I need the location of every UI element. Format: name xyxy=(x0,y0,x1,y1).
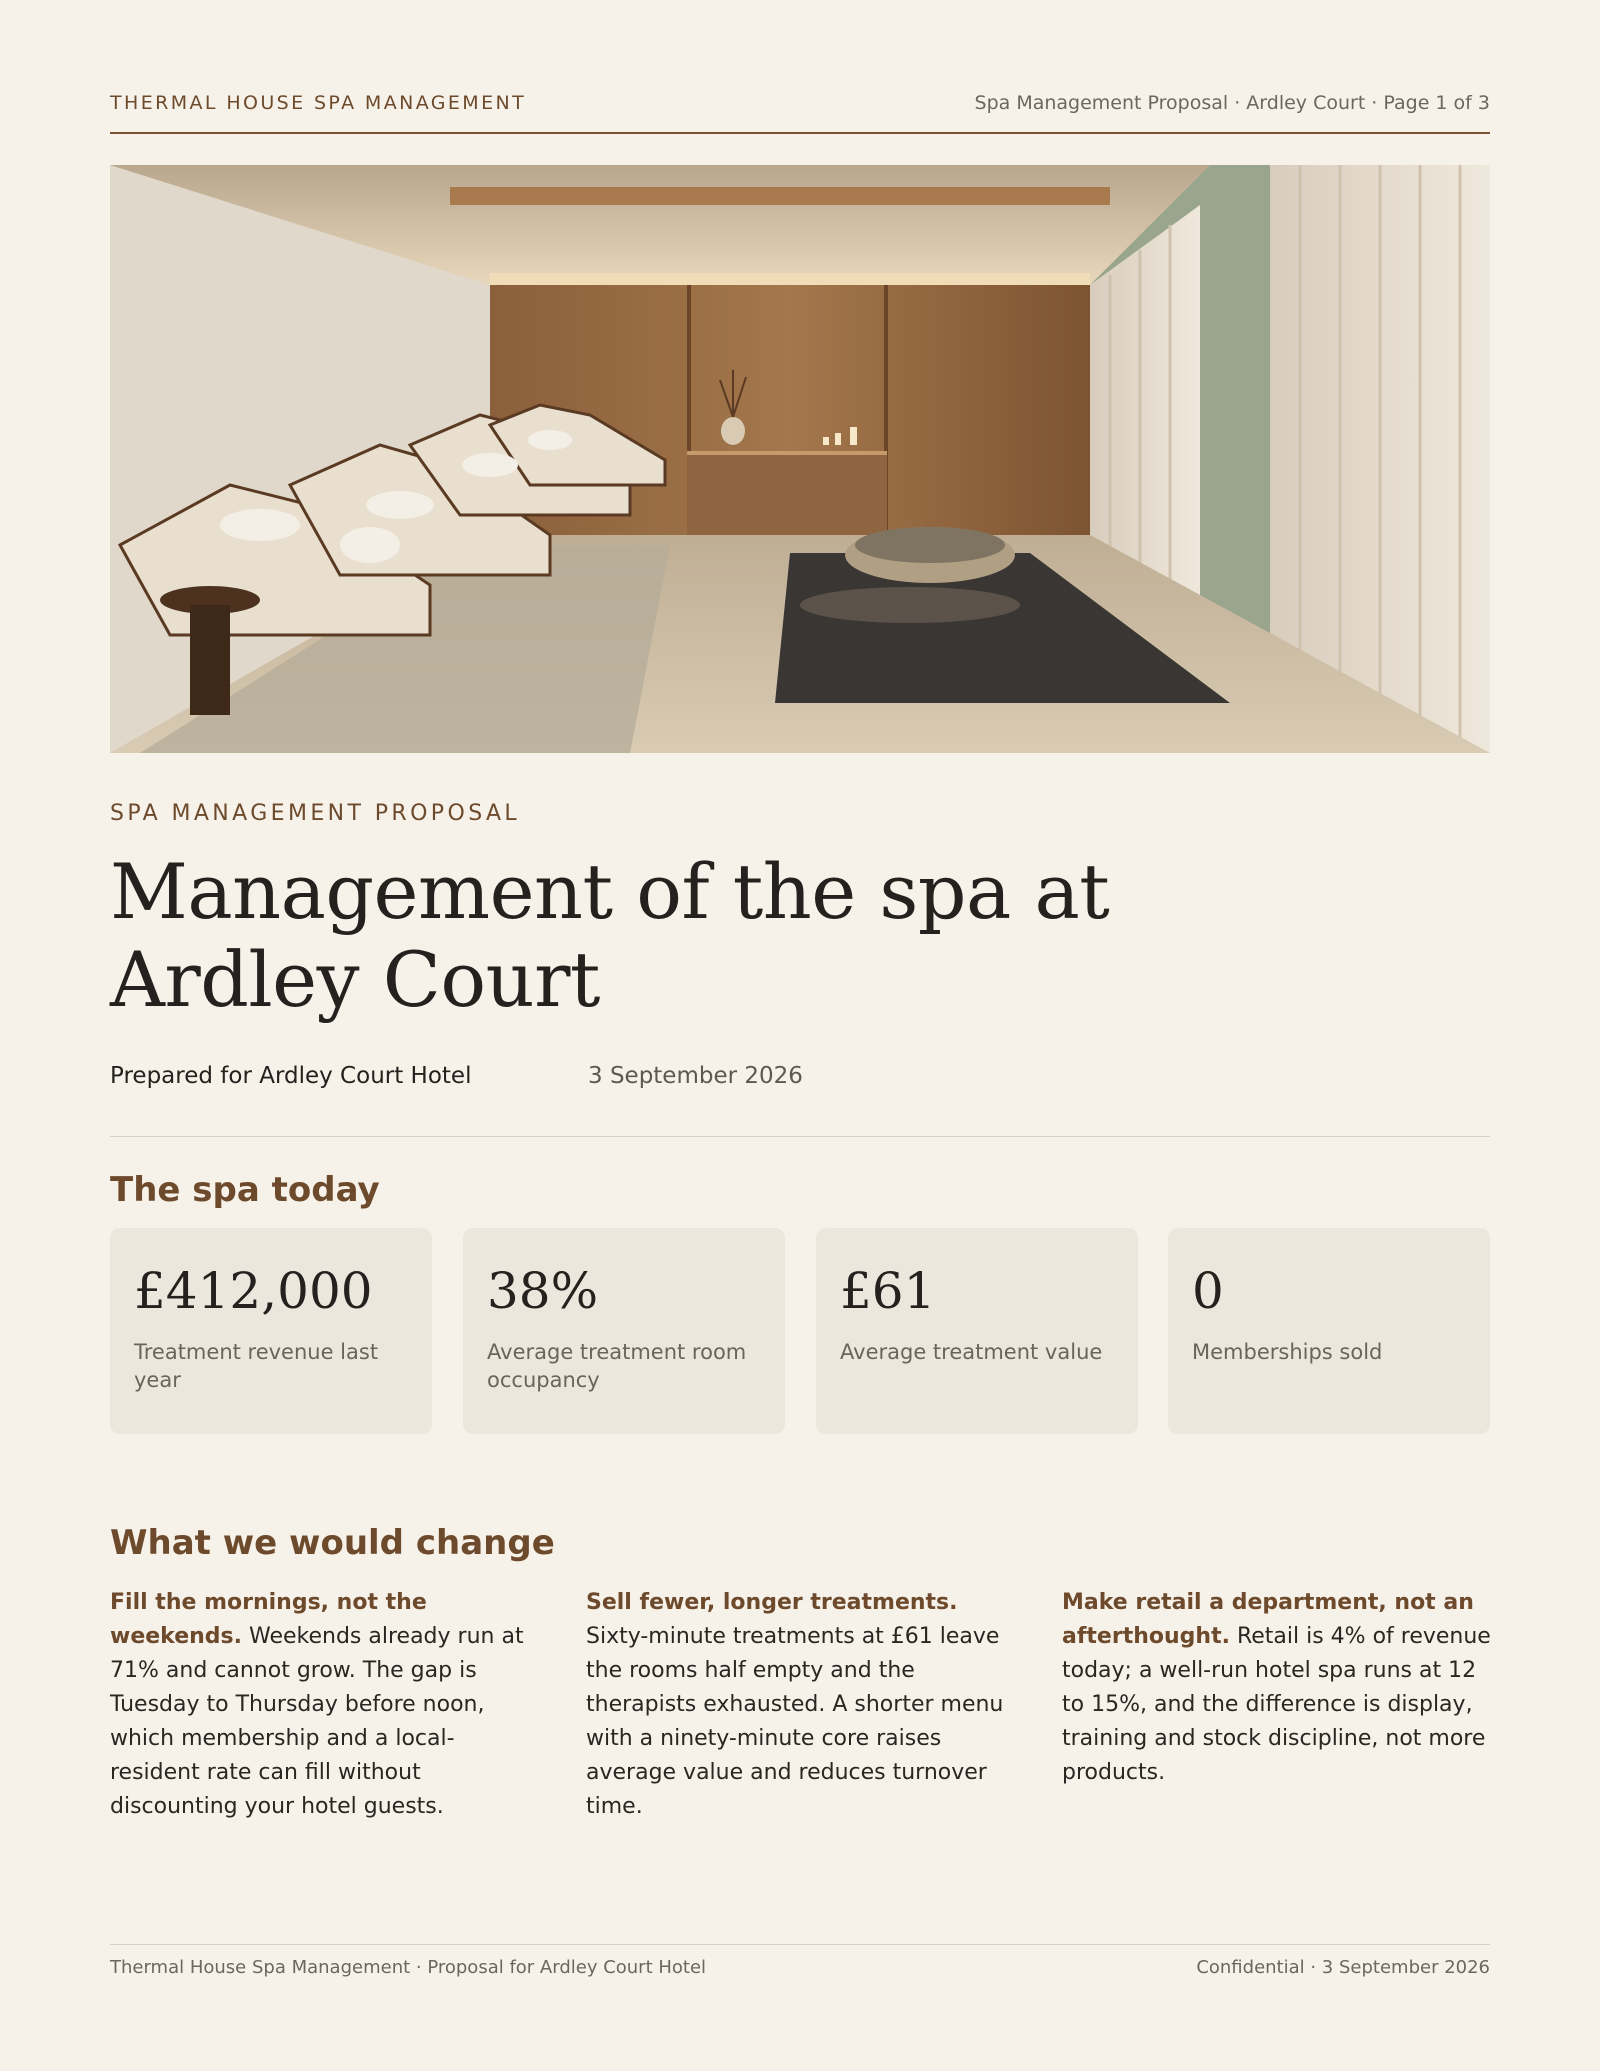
stat-label: Treatment revenue last year xyxy=(134,1340,379,1392)
change-lead: Make retail a department, not an afterthought. xyxy=(1062,1590,1474,1649)
stat-value: 0 xyxy=(1192,1262,1224,1320)
change-item xyxy=(586,1586,1016,1824)
document-date: 3 September 2026 xyxy=(588,1063,803,1089)
change-item xyxy=(110,1586,540,1824)
change-lead: Sell fewer, longer treatments. xyxy=(586,1590,958,1615)
stat-card xyxy=(1168,1228,1490,1434)
document-eyebrow: SPA MANAGEMENT PROPOSAL xyxy=(110,801,521,826)
stat-card xyxy=(463,1228,785,1434)
change-body: Sixty-minute treatments at £61 leave the rooms half empty and the therapists exhausted. A shorter menu with a ninety-minute core raises average value and reduces turnover time. xyxy=(586,1624,1004,1819)
page-footer xyxy=(110,1944,1490,1978)
section-heading-changes: What we would change xyxy=(110,1523,555,1563)
prepared-for: Prepared for Ardley Court Hotel xyxy=(110,1063,472,1089)
section-heading-spa-today: The spa today xyxy=(110,1170,380,1210)
divider xyxy=(110,1136,1490,1137)
stat-value: £61 xyxy=(840,1262,936,1320)
stat-value: 38% xyxy=(487,1262,599,1320)
footer-right: Confidential · 3 September 2026 xyxy=(1196,1957,1490,1978)
stats-grid xyxy=(110,1228,1490,1434)
change-body: Weekends already run at 71% and cannot grow. The gap is Tuesday to Thursday before noon, which membership and a local-resident rate can fill without discounting your hotel guests. xyxy=(110,1624,524,1819)
page-title: Management of the spa at Ardley Court xyxy=(110,847,1110,1024)
change-body: Retail is 4% of revenue today; a well-run hotel spa runs at 12 to 15%, and the difference is display, training and stock discipline, not more products. xyxy=(1062,1624,1491,1785)
stat-card xyxy=(816,1228,1138,1434)
stat-label: Average treatment value xyxy=(840,1340,1103,1364)
stat-value: £412,000 xyxy=(134,1262,373,1320)
stat-card xyxy=(110,1228,432,1434)
footer-left: Thermal House Spa Management · Proposal for Ardley Court Hotel xyxy=(110,1957,707,1978)
company-name: THERMAL HOUSE SPA MANAGEMENT xyxy=(110,92,527,114)
change-item xyxy=(1062,1586,1492,1790)
change-lead: Fill the mornings, not the weekends. xyxy=(110,1590,427,1649)
hero-image xyxy=(110,165,1490,753)
stat-label: Average treatment room occupancy xyxy=(487,1340,747,1392)
page-header xyxy=(110,92,1490,134)
document-reference: Spa Management Proposal · Ardley Court · Page 1 of 3 xyxy=(974,92,1490,114)
stat-label: Memberships sold xyxy=(1192,1340,1383,1364)
